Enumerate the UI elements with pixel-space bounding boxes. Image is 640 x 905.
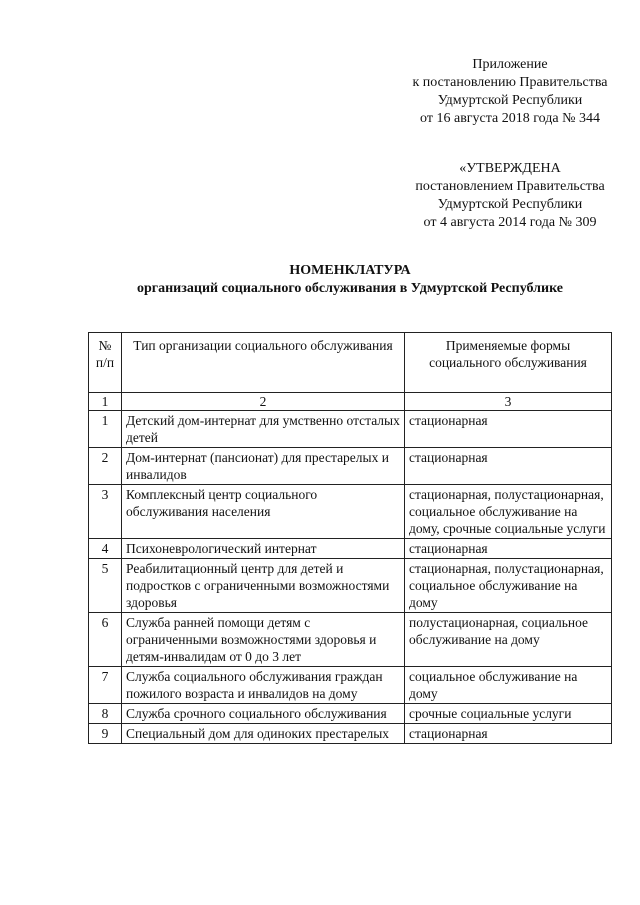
organization-type: Служба срочного социального обслуживания: [122, 704, 405, 724]
appendix-line: к постановлению Правительства: [412, 75, 608, 90]
organization-type: Специальный дом для одиноких престарелых: [122, 724, 405, 744]
table-row: [89, 613, 612, 667]
row-number: 7: [89, 667, 122, 704]
organization-type: Детский дом-интернат для умственно отсталых детей: [122, 411, 405, 448]
service-forms: стационарная: [405, 539, 612, 559]
approval-line: постановлением Правительства: [415, 179, 605, 194]
table-row: [89, 667, 612, 704]
organization-type: Дом-интернат (пансионат) для престарелых и инвалидов: [122, 448, 405, 485]
service-forms: стационарная: [405, 724, 612, 744]
row-number: 8: [89, 704, 122, 724]
organization-type: Реабилитационный центр для детей и подростков с ограниченными возможностями здоровья: [122, 559, 405, 613]
service-forms: социальное обслуживание на дому: [405, 667, 612, 704]
table-row: [89, 485, 612, 539]
title-heading: НОМЕНКЛАТУРА: [289, 263, 411, 278]
row-number: 3: [89, 485, 122, 539]
document-title: [60, 262, 640, 298]
row-number: 6: [89, 613, 122, 667]
service-forms: стационарная, полустационарная, социальное обслуживание на дому, срочные социальные услуги: [405, 485, 612, 539]
column-number: 1: [89, 393, 122, 411]
nomenclature-table: [88, 332, 612, 744]
table-row: [89, 411, 612, 448]
header-num: № п/п: [89, 333, 122, 393]
table-row: [89, 724, 612, 744]
row-number: 9: [89, 724, 122, 744]
appendix-line: Приложение: [472, 57, 548, 72]
approval-line: «УТВЕРЖДЕНА: [459, 161, 561, 176]
header-forms: Применяемые формы социального обслуживания: [405, 333, 612, 393]
table-row: [89, 559, 612, 613]
row-number: 2: [89, 448, 122, 485]
organization-type: Психоневрологический интернат: [122, 539, 405, 559]
appendix-block: [380, 56, 640, 128]
organization-type: Служба социального обслуживания граждан пожилого возраста и инвалидов на дому: [122, 667, 405, 704]
table-row: [89, 448, 612, 485]
row-number: 1: [89, 411, 122, 448]
approval-block: [380, 160, 640, 232]
title-subheading: организаций социального обслуживания в Удмуртской Республике: [136, 281, 564, 296]
column-number: 2: [122, 393, 405, 411]
appendix-line: от 16 августа 2018 года № 344: [420, 111, 600, 126]
service-forms: полустационарная, социальное обслуживание на дому: [405, 613, 612, 667]
header-type: Тип организации социального обслуживания: [122, 333, 405, 393]
column-number: 3: [405, 393, 612, 411]
table-row: [89, 539, 612, 559]
service-forms: стационарная: [405, 411, 612, 448]
column-number-row: [89, 393, 612, 411]
table-header-row: [89, 333, 612, 393]
table-row: [89, 704, 612, 724]
appendix-line: Удмуртской Республики: [437, 93, 583, 108]
approval-line: от 4 августа 2014 года № 309: [423, 215, 597, 230]
row-number: 5: [89, 559, 122, 613]
service-forms: стационарная: [405, 448, 612, 485]
row-number: 4: [89, 539, 122, 559]
organization-type: Служба ранней помощи детям с ограниченными возможностями здоровья и детям-инвалидам от 0 до 3 лет: [122, 613, 405, 667]
organization-type: Комплексный центр социального обслуживания населения: [122, 485, 405, 539]
service-forms: стационарная, полустационарная, социальное обслуживание на дому: [405, 559, 612, 613]
service-forms: срочные социальные услуги: [405, 704, 612, 724]
approval-line: Удмуртской Республики: [437, 197, 583, 212]
